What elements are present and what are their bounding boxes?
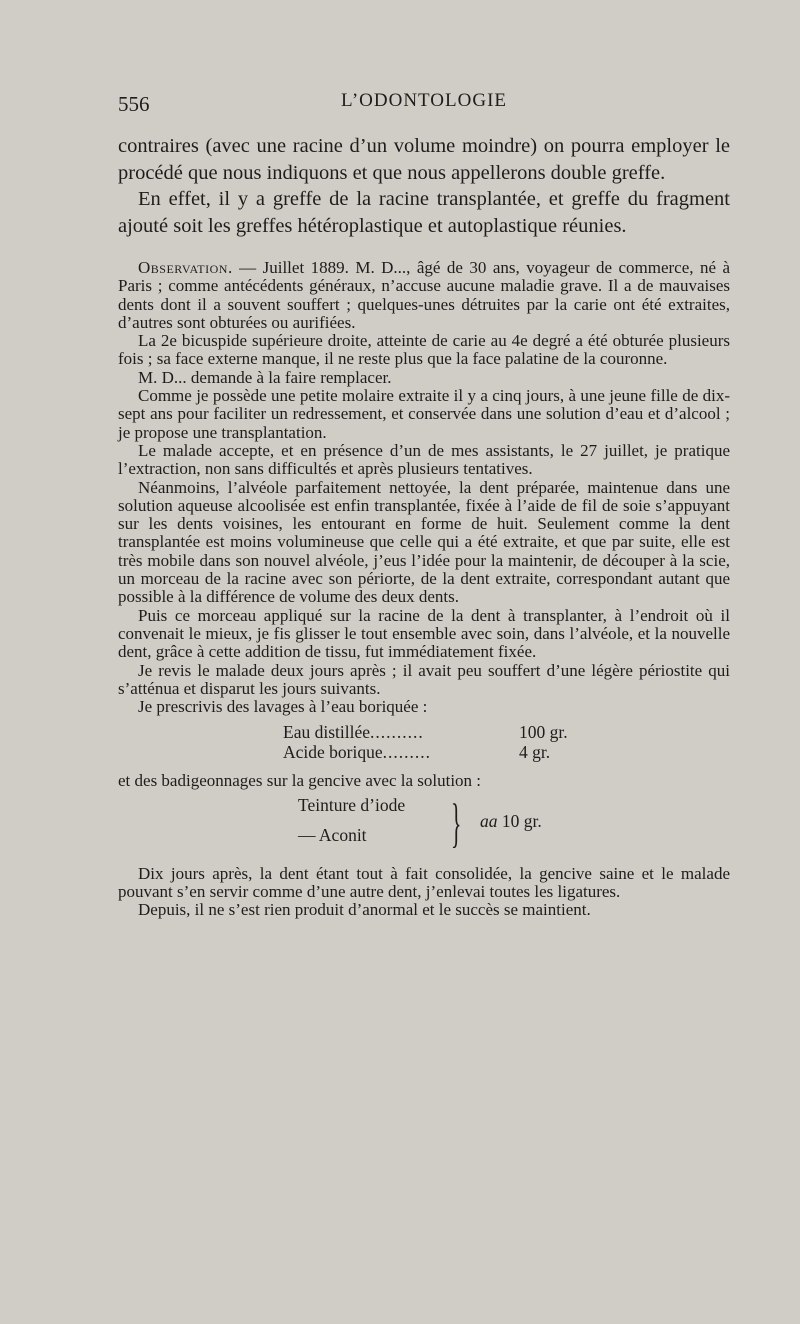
prescription-item-quantity: 4 gr. <box>519 742 551 763</box>
observation-label: Observation. <box>138 258 233 277</box>
observation-paragraph-4: Comme je possède une petite molaire extraite il y a cinq jours, à une jeune fille de dix-sept ans pour faciliter un redressement, et conservée dans une solution d’eau et d’alcool ; je propose une transplantation. <box>118 386 730 442</box>
observation-paragraph-9: Je prescrivis des lavages à l’eau boriquée : <box>138 697 428 717</box>
observation-paragraph-3: M. D... demande à la faire remplacer. <box>138 367 392 387</box>
prescription-item-name: Eau distillée <box>283 722 370 743</box>
closing-paragraph-1: Dix jours après, la dent étant tout à fait consolidée, la gencive saine et le malade pouvant s’en servir comme d’une autre dent, j’enlevai toutes les ligatures. <box>118 863 730 902</box>
observation-paragraph-1 <box>118 259 730 332</box>
observation-paragraph-2: La 2e bicuspide supérieure droite, atteinte de carie au 4e degré a été obturée plusieurs fois ; sa face externe manque, il ne reste plus que la face palatine de la couronne. <box>118 331 730 369</box>
tincture-quantity: 10 gr. <box>501 810 542 831</box>
leader-dots: ......... <box>382 742 431 763</box>
running-title: L’ODONTOLOGIE <box>340 90 508 111</box>
page-number: 556 <box>118 92 150 116</box>
page-body <box>118 133 730 920</box>
prescription-row <box>283 742 730 762</box>
observation-paragraph-7: Puis ce morceau appliqué sur la racine de la dent à transplanter, à l’endroit où il convenait le mieux, je fis glisser le tout ensemble avec soin, dans l’alvéole, et la nouvelle dent, grâce à cette addition de tissu, fut immédiatement fixée. <box>118 605 730 662</box>
prescription-list <box>118 722 730 762</box>
observation-paragraph-5: Le malade accepte, et en présence d’un de mes assistants, le 27 juillet, je pratique l’extraction, non sans difficultés et après plusieurs tentatives. <box>118 440 730 479</box>
aa-abbreviation: aa <box>480 810 498 831</box>
tincture-line-2: — Aconit <box>298 824 367 845</box>
prescription-item-name: Acide borique <box>283 742 383 763</box>
tincture-formula <box>118 792 730 859</box>
page-header <box>118 90 730 120</box>
closing-paragraph-2: Depuis, il ne s’est rien produit d’anormal et le succès se maintient. <box>138 900 591 920</box>
between-paragraph: et des badigeonnages sur la gencive avec la solution : <box>118 771 482 791</box>
observation-paragraph-8: Je revis le malade deux jours après ; il avait peu souffert d’une légère périostite qui s’atténua et disparut les jours suivants. <box>118 660 730 698</box>
intro-paragraph-1: contraires (avec une racine d’un volume moindre) on pourra employer le procédé que nous indiquons et que nous appellerons double greffe. <box>118 135 730 184</box>
intro-paragraph-2: En effet, il y a greffe de la racine transplantée, et greffe du fragment ajouté soit les greffes hétéroplastique et autoplastique réunies. <box>118 188 730 237</box>
leader-dots: .......... <box>370 722 424 743</box>
prescription-item-quantity: 100 gr. <box>519 722 568 743</box>
observation-text: — Juillet 1889. M. D..., âgé de 30 ans, voyageur de commerce, né à Paris ; comme antécédents généraux, n’accuse aucune maladie grave. Il a de mauvaises dents dont il a souvent souffert ; quelques-unes détruites par la carie ont été extraites, d’autres sont obturées ou aurifiées. <box>118 258 730 332</box>
tincture-line-1: Teinture d’iode <box>298 794 406 815</box>
observation-paragraph-6: Néanmoins, l’alvéole parfaitement nettoyée, la dent préparée, maintenue dans une solution aqueuse alcoolisée est enfin transplantée, fixée à l’aide de fil de soie s’appuyant sur les dents voisines, les entourant en forme de huit. Seulement comme la dent transplantée est moins volumineuse que celle qui a été extraite, et que par suite, elle est très mobile dans son nouvel alvéole, j’eus l’idée pour la maintenir, de découper à la scie, un morceau de la racine avec son périorte, de la dent extraite, correspondant autant que possible à la différence de volume des deux dents. <box>118 477 730 607</box>
brace-glyph: } <box>451 792 462 853</box>
prescription-row <box>283 722 730 742</box>
